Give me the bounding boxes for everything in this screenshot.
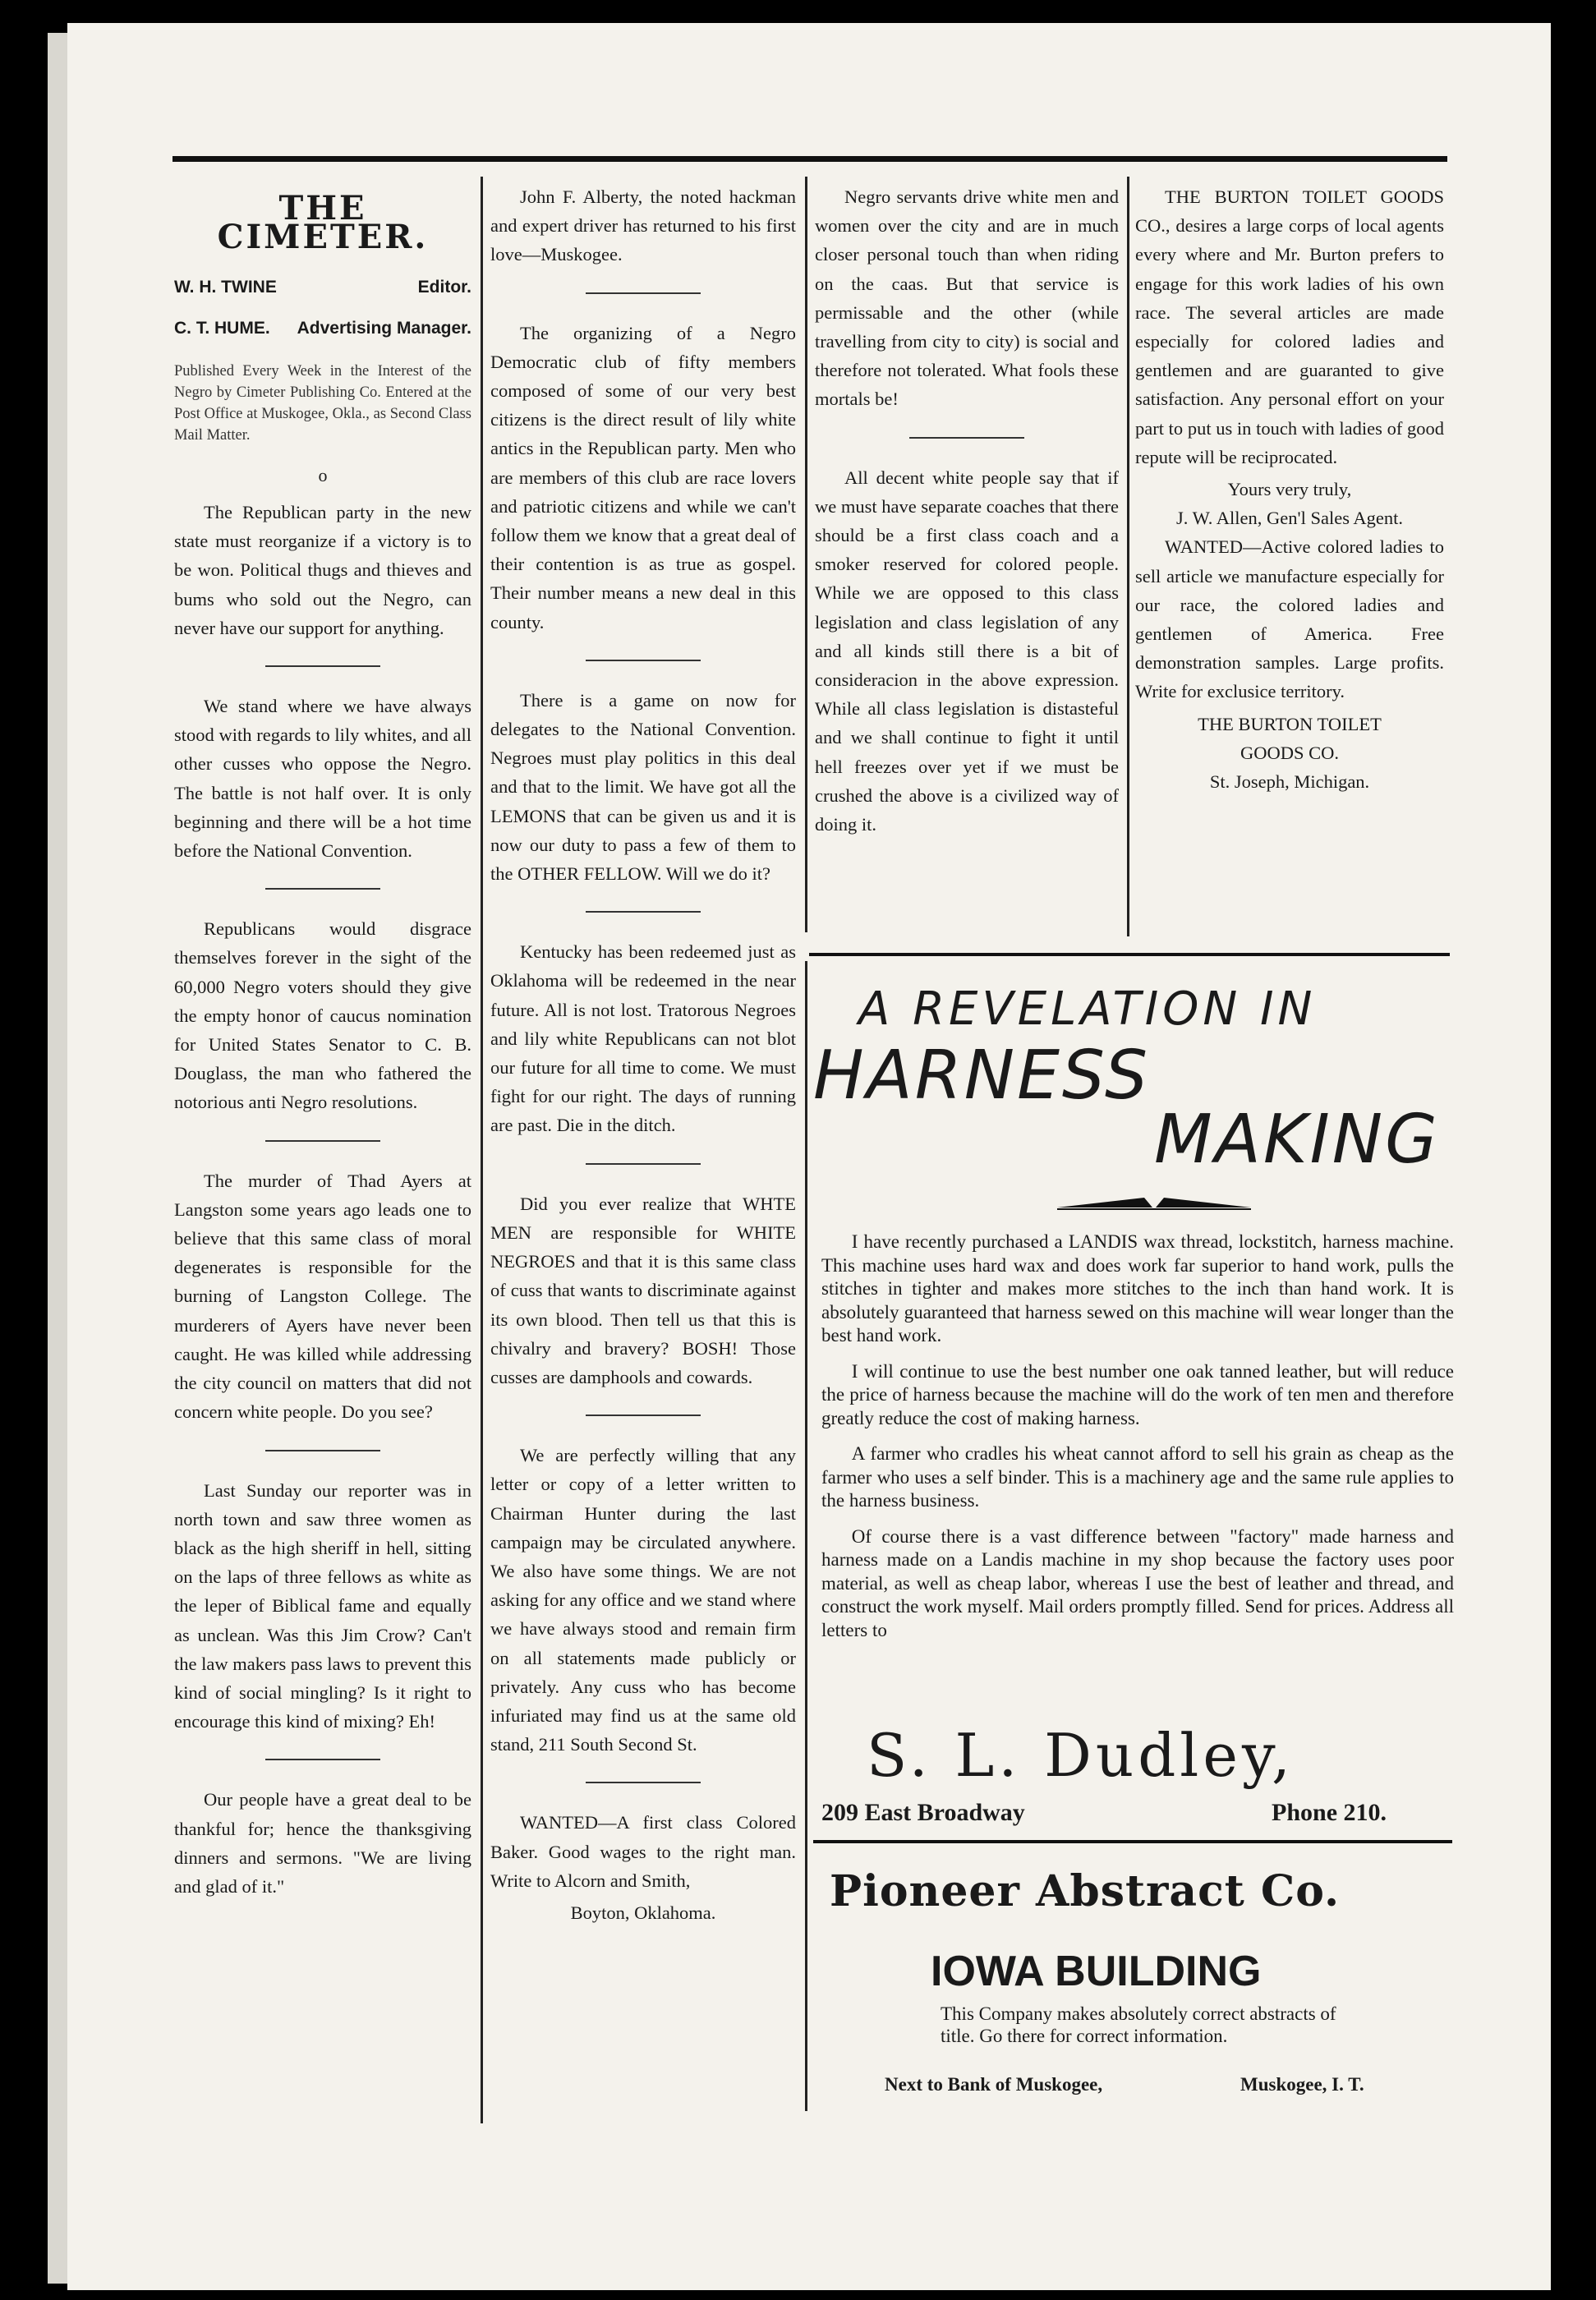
burton-wanted: WANTED—Active colored ladies to sell article we manufacture especially for our race, the colored ladies and gentlemen of America. Free demonstration samples. Large profits. Write for exclusice territory. — [1135, 536, 1444, 702]
sign-off: Boyton, Oklahoma. — [570, 1902, 716, 1923]
separator — [265, 1140, 380, 1142]
separator — [265, 1450, 380, 1451]
article: The organizing of a Negro Democratic club of fifty members composed of some of our very best citizens is the direct result of lily white antics in the Republican party. Men who are members of this club are race lovers and patriotic citizens and while we can't follow them we know that a great deal of their contention is as true as gospel. Their number means a new deal in this county. — [490, 322, 796, 632]
burton-ad — [1135, 182, 1444, 819]
article: There is a game on now for delegates to the National Convention. Negroes must play politics in this deal and that to the limit. We have got all the LEMONS that can be given us and it is now our duty to pass a few of them to the OTHER FELLOW. Will we do it? — [490, 689, 796, 885]
separator — [586, 1163, 701, 1165]
harness-paragraph: I will continue to use the best number one oak tanned leather, but will reduce the price of harness because the machine will do the work of ten men and therefore greatly reduce the cost of making harness. — [821, 1360, 1454, 1428]
pioneer-building: IOWA BUILDING — [931, 1948, 1262, 1995]
pioneer-body: This Company makes absolutely correct abstracts of title. Go there for correct information. — [941, 2003, 1336, 2046]
ornament: o — [318, 464, 328, 485]
article: The murder of Thad Ayers at Langston some years ago leads one to believe that this same class of moral degenerates is responsible for the burning of Langston College. The murderers of Ayers have never been caught. He was killed while addressing the city council on matters that did not concern white people. Do you see? — [174, 1170, 471, 1423]
burton-signature: J. W. Allen, Gen'l Sales Agent. — [1176, 508, 1403, 529]
article: Last Sunday our reporter was in north town and saw three women as black as the high sheriff in hell, sitting on the laps of three fellows as white as the leper of Biblical fame and equally as unclean. Was this Jim Crow? Can't the law makers pass laws to prevent this kind of social mingling? Is it right to encourage this kind of mixing? Eh! — [174, 1479, 471, 1732]
top-rule — [172, 156, 1447, 162]
separator — [586, 660, 701, 661]
burton-location: St. Joseph, Michigan. — [1209, 771, 1370, 793]
dudley-phone: Phone 210. — [1272, 1799, 1387, 1826]
separator — [586, 1414, 701, 1416]
harness-title-1: A REVELATION IN — [858, 982, 1317, 1036]
burton-closing: Yours very truly, — [1227, 479, 1352, 500]
dudley-address: 209 East Broadway — [821, 1799, 1025, 1826]
article: All decent white people say that if we must have separate coaches that there should be a first class coach and a smoker reserved for colored people. While we are opposed to this class legislation and class legislation of any and all kinds still there is a bit of consideracion in the above expression. While all class legislation is distasteful and we shall continue to fight it until hell freezes over yet if we must be crushed the above is a civilized way of doing it. — [815, 467, 1119, 835]
dudley-name: S. L. Dudley, — [867, 1721, 1295, 1790]
column-rule-2 — [805, 177, 807, 932]
editor-name: W. H. TWINE — [174, 278, 277, 297]
article: Republicans would disgrace themselves forever in the sight of the 60,000 Negro voters should they give the empty honor of caucus nomination for United States Senator to C. B. Douglass, the man who fathered the notorious anti Negro resolutions. — [174, 918, 471, 1113]
manager-name: C. T. HUME. — [174, 318, 270, 338]
harness-body — [821, 1230, 1454, 1654]
column-1 — [174, 182, 471, 1924]
pioneer-city: Muskogee, I. T. — [1240, 2074, 1364, 2095]
burton-intro: THE BURTON TOILET GOODS CO., desires a large corps of local agents every where and Mr. Burton prefers to engage for this work ladies of his own race. The several articles are made especially for colored ladies and gentlemen and are guaranted to give satisfaction. Any personal effort on your part to put us in touch with ladies of good repute will be reciprocated. — [1135, 186, 1444, 467]
editor-line — [174, 273, 471, 301]
article: The Republican party in the new state must reorganize if a victory is to be won. Political thugs and thieves and bums who sold out the Negro, can never have our support for anything. — [174, 502, 471, 638]
burton-company-1: THE BURTON TOILET — [1198, 713, 1382, 734]
masthead-title: THE CIMETER. — [217, 189, 429, 257]
article: We are perfectly willing that any letter or copy of a letter written to Chairman Hunter during the last campaign may be circulated anywhere. We also have some things. We are not asking for any office and we stand where we have always stood and remain firm on all statements made publicly or privately. Any cuss who has become infuriated may find us at the same old stand, 211 South Second St. — [490, 1445, 796, 1755]
separator — [265, 888, 380, 890]
harness-paragraph: Of course there is a vast difference between "factory" made harness and harness made on a Landis machine in my shop because the factory uses poor material, as well as cheap labor, whereas I use the best of leather and thread, and construct the work myself. Mail orders promptly filled. Send for prices. Address all letters to — [821, 1525, 1454, 1640]
column-rule-2b — [805, 961, 807, 2111]
column-rule-1 — [481, 177, 483, 2123]
harness-paragraph: A farmer who cradles his wheat cannot afford to sell his grain as cheap as the farmer who uses a self binder. This is a machinery age and the same rule applies to the harness business. — [821, 1443, 1454, 1511]
article: We stand where we have always stood with regards to lily whites, and all other cusses who oppose the Negro. The battle is not half over. It is only beginning and there will be a hot time before the National Convention. — [174, 696, 471, 862]
ad-top-rule — [809, 953, 1450, 956]
editor-role: Editor. — [417, 278, 471, 297]
article: Negro servants drive white men and women over the city and are in much closer personal touch than when riding on the caas. But that service is permissable and the other (while travelling from city to city) is social and therefore not tolerated. What fools these mortals be! — [815, 186, 1119, 410]
article: Our people have a great deal to be thankful for; hence the thanksgiving dinners and sermons. "We are living and glad of it." — [174, 1789, 471, 1897]
separator — [586, 292, 701, 294]
separator — [586, 911, 701, 913]
column-rule-3 — [1127, 177, 1129, 936]
harness-title-3: MAKING — [1154, 1101, 1440, 1179]
harness-title-2: HARNESS — [813, 1037, 1151, 1115]
ad-mid-rule — [813, 1840, 1452, 1843]
manager-line — [174, 314, 471, 343]
article: John F. Alberty, the noted hackman and expert driver has returned to his first love—Muskogee. — [490, 186, 796, 265]
burton-company-2: GOODS CO. — [1240, 742, 1339, 763]
harness-paragraph: I have recently purchased a LANDIS wax thread, lockstitch, harness machine. This machine uses hard wax and does work far superior to hand work, pulls the stitches in tighter and makes more stitches to the inch than hand work. It is absolutely guaranteed that harness sewed on this machine will wear longer than the best hand work. — [821, 1231, 1454, 1346]
page-edge — [48, 33, 69, 2284]
separator — [909, 437, 1024, 439]
column-2 — [490, 182, 796, 1950]
separator — [265, 1759, 380, 1760]
pioneer-address: Next to Bank of Muskogee, — [885, 2074, 1103, 2095]
separator — [265, 665, 380, 667]
article: Did you ever realize that WHTE MEN are responsible for WHITE NEGROES and that it is this same class of cuss that wants to discriminate against its own blood. Then tell us that this is chivalry and bravery? BOSH! Those cusses are damphools and cowards. — [490, 1193, 796, 1387]
pioneer-name: Pioneer Abstract Co. — [830, 1866, 1341, 1916]
manager-role: Advertising Manager. — [297, 318, 471, 338]
ornament-icon — [1056, 1191, 1253, 1216]
article: Kentucky has been redeemed just as Oklahoma will be redeemed in the near future. All is not lost. Tratorous Negroes and lily white Republicans can not blot our future for all time to come. We must fight for our right. The days of running are past. Die in the ditch. — [490, 941, 796, 1136]
separator — [586, 1782, 701, 1783]
article: WANTED—A first class Colored Baker. Good wages to the right man. Write to Alcorn and Smith, — [490, 1812, 796, 1891]
column-3 — [815, 182, 1119, 862]
publication-note: Published Every Week in the Interest of the Negro by Cimeter Publishing Co. Entered at the Post Office at Muskogee, Okla., as Second Class Mail Matter. — [174, 362, 471, 444]
